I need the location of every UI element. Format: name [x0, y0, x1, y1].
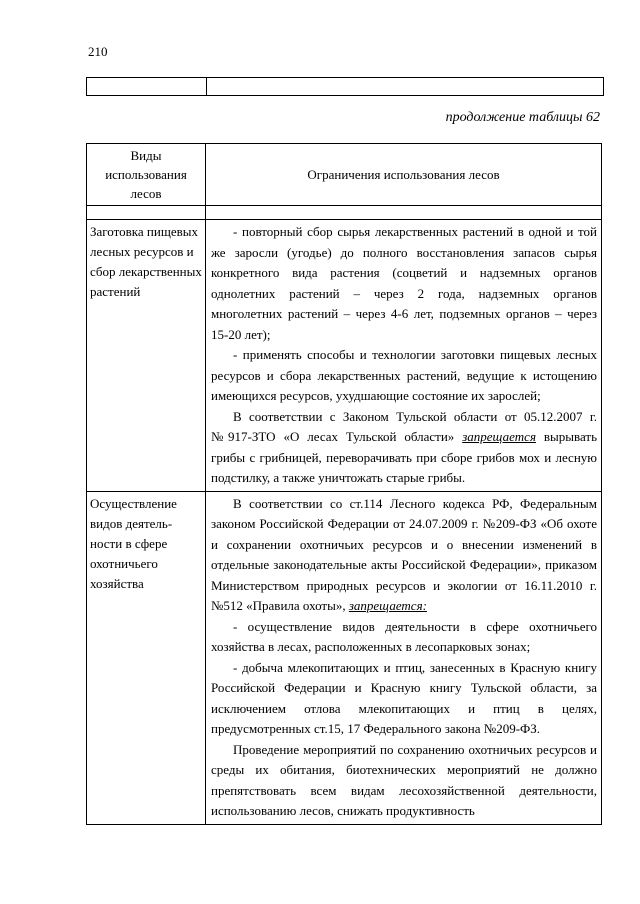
table-row	[87, 491, 602, 824]
table-header-row	[87, 144, 602, 206]
header-restrictions: Ограничения использования лесов	[206, 144, 602, 206]
row-label-hunting: Осуществление видов деятель-ности в сфере охотничьего хозяйства	[87, 491, 206, 824]
table-top-fragment	[86, 77, 604, 96]
restrictions-table	[86, 143, 602, 825]
emphasis-prohibited: запрещается:	[348, 598, 427, 613]
table-caption: продолжение таблицы 62	[445, 110, 600, 125]
row-label-food-resources: Заготовка пищевых лесных ресурсов и сбор лекарственных растений	[87, 220, 206, 492]
paragraph: Проведение мероприятий по сохранению охотничьих ресурсов и среды их обитания, биотехнических мероприятий не должно препятствовать всем видам лесохозяйственной деятельности, использованию лесов, снижать продуктивность	[211, 741, 597, 818]
paragraph: - применять способы и технологии заготовки пищевых лесных ресурсов и сбора лекарственных растений, ведущие к истощению имеющихся ресурсов, ухудшающие состояние их зарослей;	[211, 347, 597, 403]
table-cell	[87, 78, 207, 96]
table-spacer-row	[87, 206, 602, 220]
row-text-food-resources	[206, 220, 602, 492]
paragraph: - повторный сбор сырья лекарственных растений в одной и той же заросли (угодье) до полного восстановления запасов сырья конкретного вида растения (соцветий и надземных органов однолетних растений – через 2 года, надземных органов многолетних растений – через 4-6 лет, подземных органов – через 15-20 лет);	[211, 224, 597, 342]
paragraph: В соответствии с Законом Тульской области от 05.12.2007 г. №917-ЗТО «О лесах Тульской области» запрещается вырывать грибы с грибницей, переворачивать при сборе грибов мох и лесную подстилку, а также уничтожать старые грибы.	[211, 408, 598, 485]
row-text-hunting	[206, 491, 602, 824]
table-row	[87, 220, 602, 492]
emphasis-prohibited: запрещается	[462, 429, 536, 444]
page-number: 210	[88, 44, 108, 59]
table-cell	[207, 78, 604, 96]
paragraph: В соответствии со ст.114 Лесного кодекса РФ, Федеральным законом Российской Федерации от 24.07.2009 г. №209-ФЗ «Об охоте и сохранении охотничьих ресурсов и о внесении изменений в отдельные законодательные акты Российской Федерации», приказом Министерством природных ресурсов и экологии от 16.11.2010 г. №512 «Правила охоты», запрещается:	[211, 495, 597, 613]
paragraph: - добыча млекопитающих и птиц, занесенных в Красную книгу Российской Федерации и Красную книгу Тульской области, за исключением отлова млекопитающих и птиц в целях, предусмотренных ст.15, 17 Федерального закона №209-ФЗ.	[211, 659, 597, 736]
header-forest-use-types: Виды использования лесов	[87, 144, 206, 206]
paragraph: - осуществление видов деятельности в сфере охотничьего хозяйства в лесах, расположенных в лесопарковых зонах;	[211, 618, 597, 654]
